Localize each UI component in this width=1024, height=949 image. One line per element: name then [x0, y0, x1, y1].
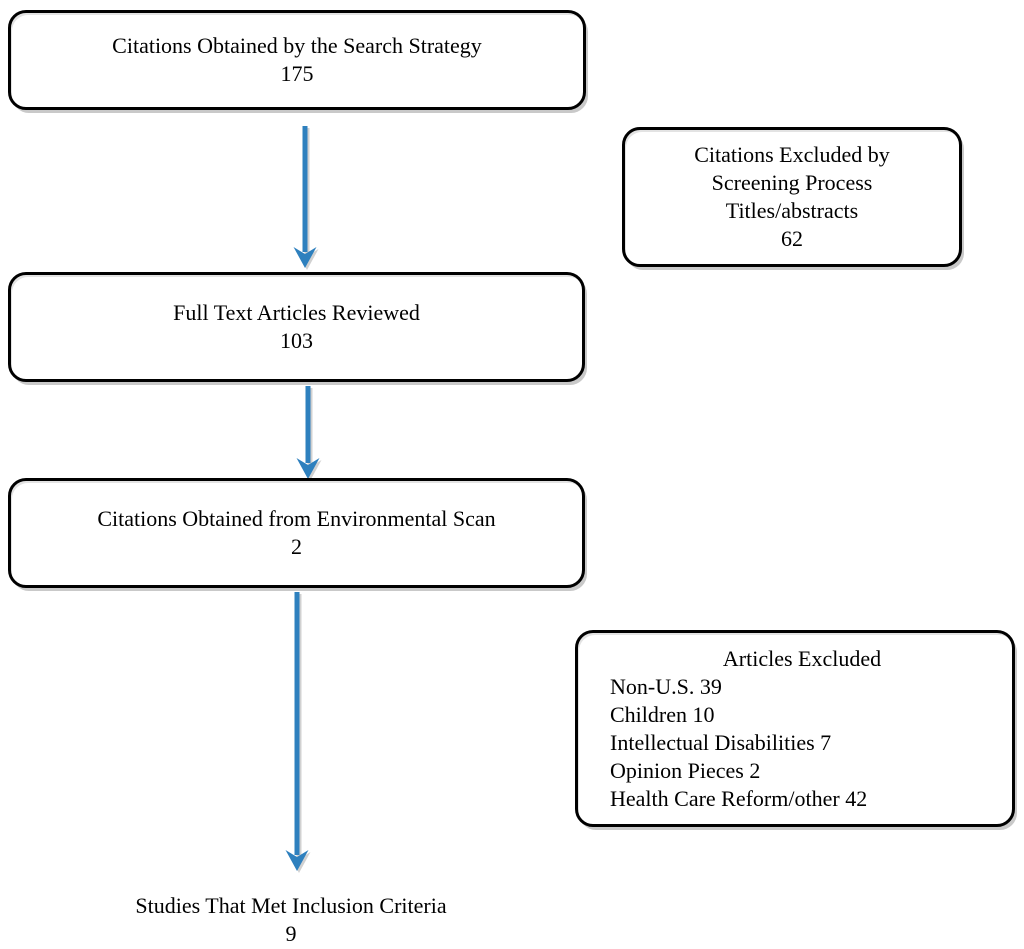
articles-excluded-item: Opinion Pieces 2 — [610, 757, 761, 783]
articles-excluded-item: Intellectual Disabilities 7 — [610, 729, 832, 755]
box-citations-search-count: 175 — [280, 61, 314, 86]
articles-excluded-item: Children 10 — [610, 701, 715, 727]
box-articles-excluded-title: Articles Excluded — [722, 645, 882, 671]
result-studies-included-title: Studies That Met Inclusion Criteria — [135, 893, 447, 918]
box-full-text-reviewed — [8, 272, 585, 382]
box-citations-search — [8, 10, 586, 110]
screening-excluded-line: Titles/abstracts — [725, 198, 859, 223]
box-full-text-reviewed-title: Full Text Articles Reviewed — [173, 300, 420, 325]
box-articles-excluded — [575, 630, 1015, 827]
result-studies-included — [8, 892, 574, 948]
down-arrow-icon — [290, 126, 320, 268]
box-environmental-scan-title: Citations Obtained from Environmental Scan — [97, 506, 496, 531]
down-arrow-icon — [282, 592, 312, 871]
box-full-text-reviewed-count: 103 — [280, 328, 313, 353]
box-citations-excluded-screening — [622, 127, 962, 267]
screening-excluded-line: Screening Process — [711, 170, 873, 195]
screening-excluded-count: 62 — [781, 226, 803, 251]
result-studies-included-count: 9 — [285, 921, 297, 946]
screening-excluded-line: Citations Excluded by — [694, 142, 890, 167]
box-environmental-scan-count: 2 — [291, 534, 302, 559]
down-arrow-icon — [293, 386, 323, 479]
articles-excluded-item: Health Care Reform/other 42 — [610, 785, 868, 811]
box-citations-search-title: Citations Obtained by the Search Strategy — [112, 33, 482, 58]
articles-excluded-item: Non-U.S. 39 — [610, 673, 722, 699]
box-environmental-scan — [8, 478, 585, 588]
